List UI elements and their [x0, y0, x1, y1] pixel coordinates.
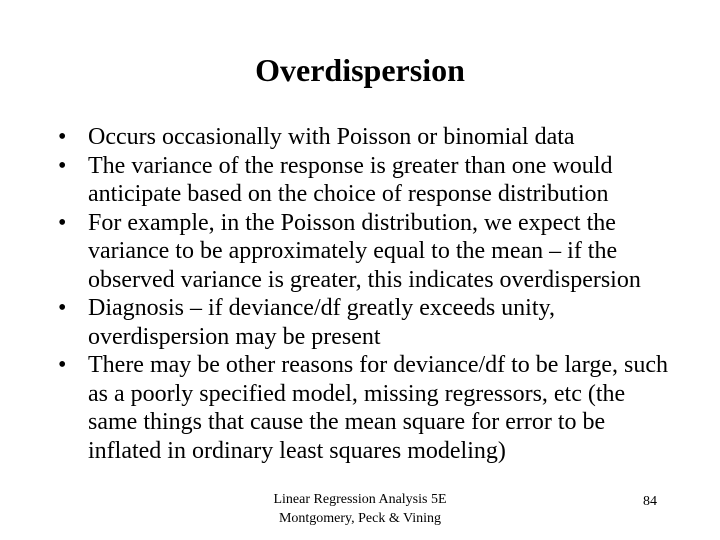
bullet-dot-icon: •	[58, 209, 67, 236]
page-number: 84	[643, 494, 657, 509]
bullet-item	[58, 152, 678, 209]
bullet-item	[58, 123, 678, 152]
footer-citation	[230, 490, 490, 528]
bullet-text: For example, in the Poisson distribution, we expect the variance to be approximately equal to the mean – if the observed variance is greater, this indicates overdispersion	[88, 209, 641, 293]
bullet-dot-icon: •	[58, 124, 67, 150]
bullet-dot-icon: •	[58, 295, 67, 321]
bullet-list	[58, 123, 678, 465]
bullet-dot-icon: •	[58, 152, 67, 179]
bullet-text: Occurs occasionally with Poisson or binomial data	[88, 124, 575, 150]
bullet-text: Diagnosis – if deviance/df greatly exceeds unity, overdispersion may be present	[88, 295, 555, 350]
footer-authors: Montgomery, Peck & Vining	[278, 511, 442, 526]
bullet-text: There may be other reasons for deviance/df to be large, such as a poorly specified model, missing regressors, etc (the same things that cause the mean square for error to be inflated in ordinary least squares modeling)	[88, 352, 668, 464]
bullet-text: The variance of the response is greater than one would anticipate based on the choice of response distribution	[88, 152, 613, 207]
bullet-item	[58, 294, 678, 351]
footer-book-title: Linear Regression Analysis 5E	[273, 492, 447, 507]
slide-title: Overdispersion	[255, 52, 465, 88]
bullet-dot-icon: •	[58, 352, 67, 378]
bullet-item	[58, 209, 678, 295]
bullet-item	[58, 351, 678, 465]
